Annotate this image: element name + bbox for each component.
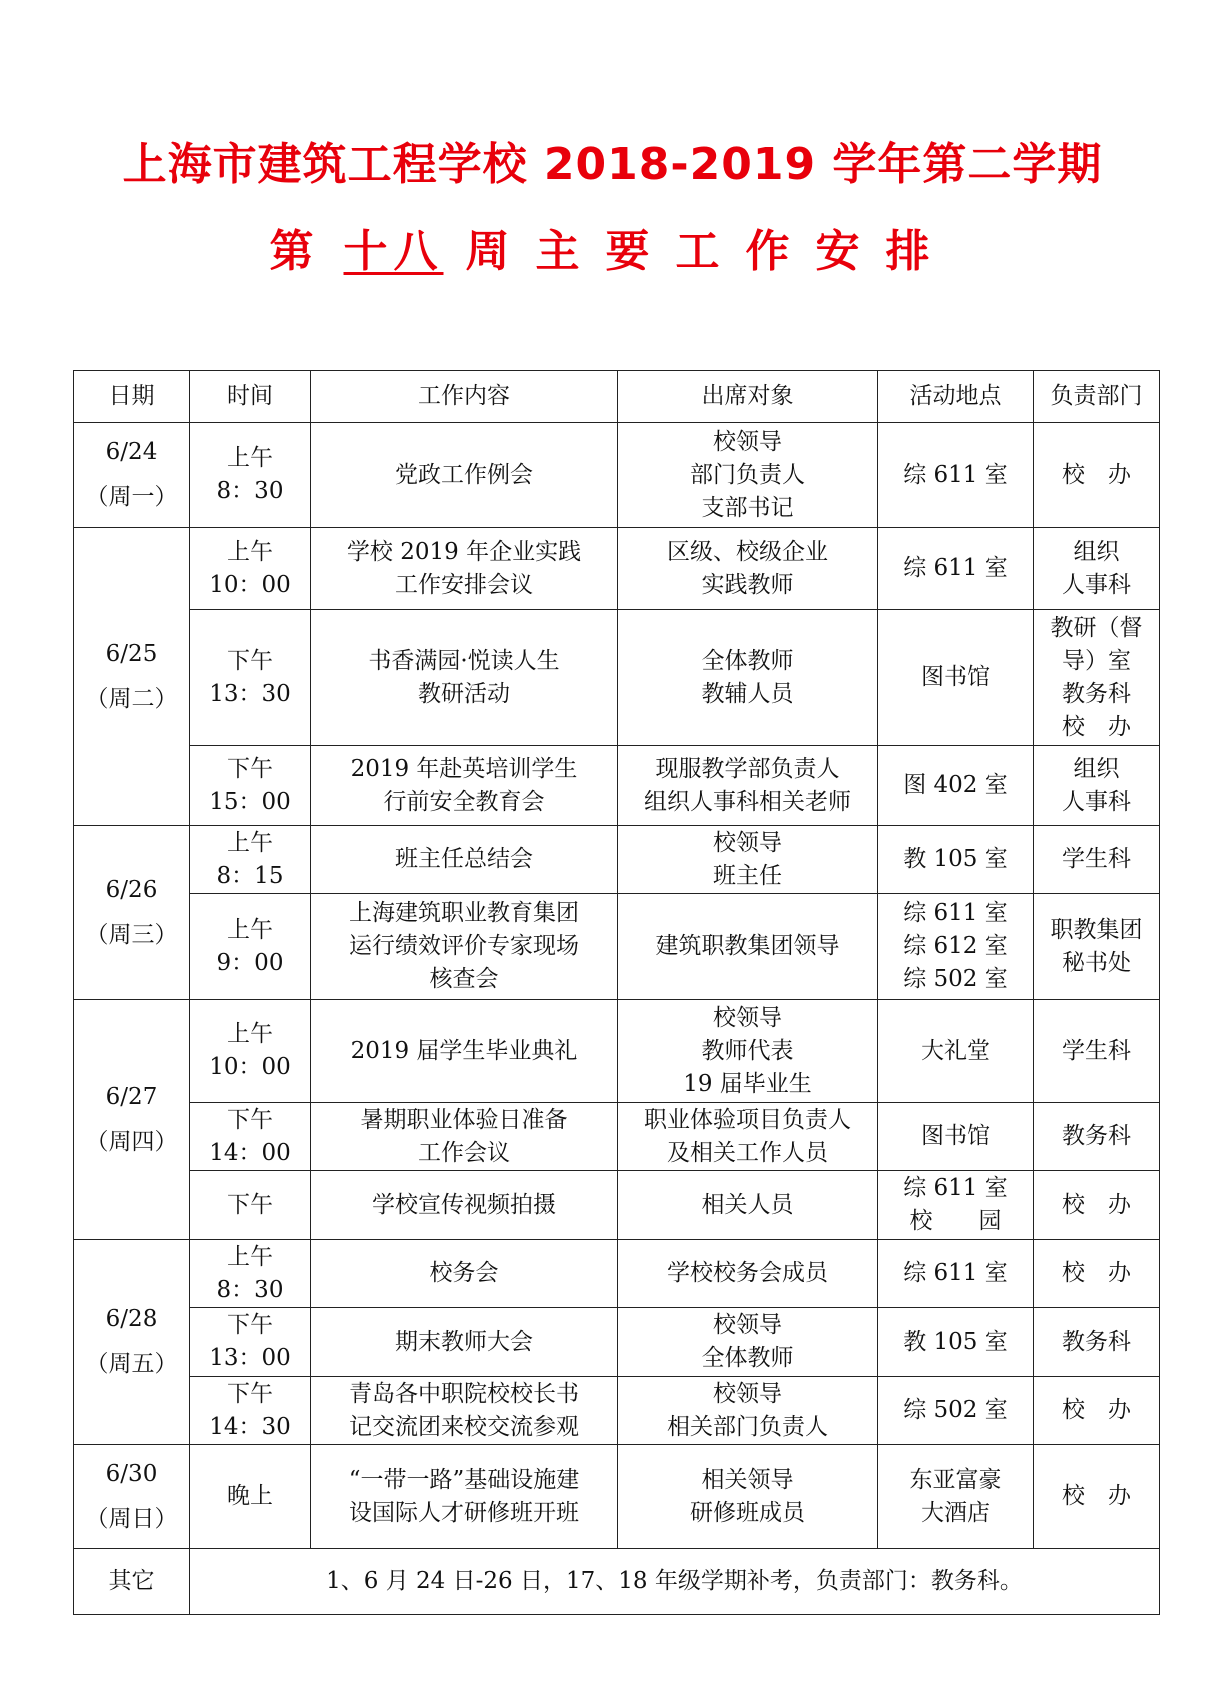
- attendees-cell-line: 部门负责人: [690, 461, 805, 488]
- content-cell-line: 设国际人才研修班开班: [349, 1499, 579, 1526]
- schedule-row: [74, 746, 1160, 826]
- dept-cell-line: 教务科: [1062, 1123, 1131, 1149]
- location-cell-line: 综 612 室: [903, 933, 1008, 959]
- title-line-2: [0, 224, 1225, 280]
- time-cell-line: 下午: [227, 1106, 273, 1133]
- content-cell: [311, 423, 618, 528]
- content-cell-line: 2019 年赴英培训学生: [350, 755, 578, 782]
- dept-cell-line: 人事科: [1062, 788, 1131, 815]
- title-suffix: 周主要工作安排: [465, 226, 956, 277]
- attendees-cell-line: 职业体验项目负责人: [644, 1106, 851, 1133]
- attendees-cell-line: 校领导: [713, 1004, 782, 1031]
- location-cell: [878, 746, 1034, 826]
- header-row: [74, 371, 1160, 423]
- header-date: 日期: [74, 371, 190, 423]
- content-cell-line: 书香满园·悦读人生: [368, 647, 560, 674]
- attendees-cell-line: 相关人员: [701, 1191, 794, 1218]
- location-cell-line: 综 611 室: [903, 555, 1008, 581]
- dept-cell: [1034, 1103, 1160, 1171]
- date-cell: [74, 423, 190, 528]
- time-cell-line: 上午: [227, 1243, 273, 1270]
- dept-cell-line: 组织: [1073, 755, 1120, 782]
- location-cell: [878, 1377, 1034, 1445]
- location-cell: [878, 1171, 1034, 1240]
- schedule-row: [74, 1308, 1160, 1377]
- schedule-row: [74, 1000, 1160, 1103]
- schedule-row: [74, 610, 1160, 746]
- dept-cell: [1034, 894, 1160, 1000]
- time-cell-line: 13：30: [209, 680, 291, 707]
- content-cell: [311, 1240, 618, 1308]
- attendees-cell: [618, 528, 878, 610]
- time-cell: [190, 423, 311, 528]
- content-cell-line: 工作安排会议: [395, 571, 533, 598]
- attendees-cell-line: 支部书记: [701, 494, 794, 521]
- location-cell-line: 综 611 室: [903, 1175, 1008, 1201]
- content-cell: [311, 894, 618, 1000]
- time-cell: [190, 746, 311, 826]
- location-cell-line: 图书馆: [921, 1123, 990, 1149]
- location-cell: [878, 1445, 1034, 1549]
- header-time: 时间: [190, 371, 311, 423]
- weekday: （周五）: [85, 1351, 178, 1377]
- content-cell-line: 暑期职业体验日准备: [360, 1106, 568, 1133]
- dept-cell-line: 职教集团: [1050, 916, 1143, 943]
- location-cell-line: 大礼堂: [921, 1037, 990, 1064]
- content-cell: [311, 528, 618, 610]
- attendees-cell: [618, 826, 878, 894]
- time-cell-line: 晚上: [227, 1483, 273, 1509]
- location-cell-line: 校 园: [909, 1208, 1002, 1234]
- dept-cell-line: 教务科: [1062, 1328, 1131, 1355]
- schedule-row: [74, 1377, 1160, 1445]
- location-cell-line: 综 611 室: [903, 900, 1008, 926]
- time-cell-line: 9：00: [216, 949, 284, 976]
- location-cell: [878, 826, 1034, 894]
- location-cell: [878, 1308, 1034, 1377]
- attendees-cell: [618, 1308, 878, 1377]
- date: 6/30: [105, 1460, 158, 1487]
- attendees-cell-line: 及相关工作人员: [667, 1139, 828, 1166]
- time-cell: [190, 1103, 311, 1171]
- content-cell: [311, 1171, 618, 1240]
- date-cell: [74, 826, 190, 1000]
- location-cell-line: 教 105 室: [903, 846, 1008, 872]
- location-cell: [878, 610, 1034, 746]
- time-cell: [190, 1308, 311, 1377]
- schedule-row: [74, 826, 1160, 894]
- content-cell-line: 上海建筑职业教育集团: [349, 900, 579, 926]
- dept-cell-line: 学生科: [1062, 846, 1131, 872]
- date: 6/24: [105, 439, 158, 465]
- schedule-row: [74, 1445, 1160, 1549]
- content-cell: [311, 1377, 618, 1445]
- other-text: 1、6 月 24 日-26 日，17、18 年级学期补考，负责部门：教务科。: [190, 1549, 1160, 1615]
- location-cell-line: 综 611 室: [903, 461, 1008, 488]
- dept-cell: [1034, 1445, 1160, 1549]
- content-cell-line: 期末教师大会: [395, 1328, 533, 1355]
- attendees-cell-line: 组织人事科相关老师: [644, 788, 851, 815]
- dept-cell: [1034, 1171, 1160, 1240]
- location-cell: [878, 528, 1034, 610]
- time-cell-line: 下午: [227, 647, 273, 674]
- content-cell-line: 教研活动: [418, 680, 510, 707]
- weekday: （周日）: [85, 1505, 178, 1532]
- dept-cell: [1034, 1240, 1160, 1308]
- attendees-cell-line: 19 届毕业生: [683, 1070, 812, 1097]
- dept-cell-line: 校 办: [1062, 1260, 1131, 1286]
- time-cell: [190, 1377, 311, 1445]
- attendees-cell: [618, 1445, 878, 1549]
- other-row: [74, 1549, 1160, 1615]
- time-cell-line: 8：15: [216, 862, 284, 889]
- time-cell-line: 上午: [227, 538, 273, 565]
- content-cell: [311, 826, 618, 894]
- weekday: （周二）: [85, 685, 178, 712]
- location-cell-line: 大酒店: [921, 1499, 990, 1526]
- attendees-cell-line: 教辅人员: [701, 680, 794, 707]
- schedule-body: [74, 371, 1160, 1615]
- dept-cell-line: 校 办: [1062, 1397, 1131, 1423]
- date-cell: [74, 1445, 190, 1549]
- time-cell-line: 8：30: [216, 478, 284, 504]
- attendees-cell-line: 相关部门负责人: [667, 1413, 828, 1440]
- attendees-cell-line: 校领导: [713, 829, 782, 856]
- date-cell: [74, 1240, 190, 1445]
- content-cell-line: 青岛各中职院校校长书: [349, 1380, 579, 1407]
- location-cell-line: 综 611 室: [903, 1260, 1008, 1286]
- header-content: 工作内容: [311, 371, 618, 423]
- attendees-cell-line: 建筑职教集团领导: [655, 933, 840, 959]
- time-cell-line: 下午: [227, 755, 273, 782]
- content-cell-line: 班主任总结会: [395, 846, 533, 872]
- location-cell-line: 教 105 室: [903, 1328, 1008, 1355]
- dept-cell-line: 组织: [1073, 538, 1120, 565]
- date: 6/28: [105, 1306, 158, 1332]
- content-cell-line: 校务会: [429, 1260, 499, 1286]
- attendees-cell: [618, 1240, 878, 1308]
- week-number: 十八: [343, 226, 444, 277]
- content-cell: [311, 746, 618, 826]
- dept-cell: [1034, 1377, 1160, 1445]
- content-cell-line: 学校 2019 年企业实践: [346, 538, 582, 565]
- location-cell-line: 东亚富豪: [909, 1466, 1002, 1493]
- dept-cell: [1034, 1000, 1160, 1103]
- time-cell-line: 下午: [227, 1380, 273, 1407]
- time-cell: [190, 894, 311, 1000]
- attendees-cell-line: 校领导: [713, 1380, 782, 1407]
- content-cell: [311, 1308, 618, 1377]
- dept-cell: [1034, 1308, 1160, 1377]
- attendees-cell: [618, 1377, 878, 1445]
- title-prefix: 第: [269, 226, 340, 277]
- date: 6/27: [105, 1083, 158, 1110]
- dept-cell-line: 校 办: [1062, 1483, 1131, 1509]
- time-cell-line: 上午: [227, 829, 273, 856]
- time-cell-line: 10：00: [209, 571, 291, 598]
- attendees-cell-line: 相关领导: [701, 1466, 794, 1493]
- dept-cell-line: 校 办: [1062, 1191, 1131, 1218]
- schedule-row: [74, 894, 1160, 1000]
- attendees-cell: [618, 746, 878, 826]
- attendees-cell: [618, 1171, 878, 1240]
- attendees-cell-line: 研修班成员: [690, 1499, 805, 1526]
- date: 6/25: [105, 640, 158, 667]
- location-cell-line: 综 502 室: [903, 1397, 1008, 1423]
- schedule-row: [74, 528, 1160, 610]
- content-cell-line: 运行绩效评价专家现场: [349, 933, 579, 959]
- dept-cell-line: 导）室: [1062, 647, 1131, 674]
- time-cell: [190, 1240, 311, 1308]
- schedule-table: [73, 370, 1160, 1615]
- dept-cell-line: 学生科: [1062, 1037, 1131, 1064]
- location-cell-line: 图 402 室: [903, 772, 1008, 798]
- location-cell: [878, 1103, 1034, 1171]
- time-cell-line: 上午: [227, 1021, 273, 1047]
- location-cell: [878, 894, 1034, 1000]
- schedule-row: [74, 1103, 1160, 1171]
- date-cell: [74, 1000, 190, 1240]
- content-cell-line: 党政工作例会: [395, 461, 533, 488]
- time-cell: [190, 528, 311, 610]
- dept-cell: [1034, 610, 1160, 746]
- dept-cell: [1034, 826, 1160, 894]
- time-cell: [190, 610, 311, 746]
- weekday: （周三）: [85, 921, 178, 948]
- dept-cell-line: 秘书处: [1062, 949, 1131, 976]
- attendees-cell-line: 实践教师: [701, 571, 794, 598]
- attendees-cell-line: 学校校务会成员: [667, 1260, 828, 1286]
- time-cell-line: 13：00: [209, 1345, 291, 1371]
- time-cell-line: 下午: [227, 1312, 273, 1338]
- dept-cell-line: 人事科: [1062, 571, 1131, 598]
- schedule-row: [74, 423, 1160, 528]
- attendees-cell-line: 区级、校级企业: [667, 538, 828, 565]
- weekday: （周一）: [85, 484, 178, 510]
- title-line-1: 上海市建筑工程学校 2018-2019 学年第二学期: [122, 139, 1103, 190]
- content-cell-line: 学校宣传视频拍摄: [372, 1191, 556, 1218]
- location-cell-line: 图书馆: [921, 664, 990, 690]
- time-cell-line: 上午: [227, 916, 273, 943]
- other-label: 其它: [74, 1549, 190, 1615]
- attendees-cell: [618, 423, 878, 528]
- date: 6/26: [105, 876, 158, 903]
- schedule-row: [74, 1240, 1160, 1308]
- attendees-cell-line: 班主任: [713, 862, 782, 889]
- attendees-cell-line: 现服教学部负责人: [655, 755, 840, 782]
- time-cell-line: 15：00: [209, 788, 291, 815]
- location-cell: [878, 1240, 1034, 1308]
- dept-cell-line: 教研（督: [1050, 614, 1143, 641]
- time-cell: [190, 1445, 311, 1549]
- content-cell: [311, 1000, 618, 1103]
- weekday: （周四）: [85, 1128, 178, 1155]
- dept-cell: [1034, 746, 1160, 826]
- time-cell: [190, 1000, 311, 1103]
- dept-cell-line: 校 办: [1062, 713, 1131, 740]
- dept-cell-line: 校 办: [1062, 461, 1131, 488]
- content-cell-line: 核查会: [429, 966, 499, 992]
- time-cell-line: 14：00: [209, 1139, 291, 1166]
- attendees-cell-line: 全体教师: [701, 647, 794, 674]
- dept-cell: [1034, 528, 1160, 610]
- attendees-cell-line: 校领导: [713, 1312, 782, 1338]
- header-attendees: 出席对象: [618, 371, 878, 423]
- attendees-cell: [618, 610, 878, 746]
- content-cell-line: “一带一路”基础设施建: [348, 1466, 580, 1493]
- content-cell-line: 行前安全教育会: [383, 788, 545, 815]
- time-cell-line: 14：30: [209, 1413, 291, 1440]
- dept-cell: [1034, 423, 1160, 528]
- header-location: 活动地点: [878, 371, 1034, 423]
- schedule-row: [74, 1171, 1160, 1240]
- attendees-cell-line: 全体教师: [701, 1345, 794, 1371]
- location-cell-line: 综 502 室: [903, 966, 1008, 992]
- header-dept: 负责部门: [1034, 371, 1160, 423]
- date-cell: [74, 528, 190, 826]
- attendees-cell: [618, 1000, 878, 1103]
- content-cell-line: 工作会议: [418, 1139, 510, 1166]
- location-cell: [878, 423, 1034, 528]
- time-cell-line: 8：30: [216, 1276, 284, 1303]
- dept-cell-line: 教务科: [1062, 680, 1131, 707]
- attendees-cell: [618, 894, 878, 1000]
- attendees-cell: [618, 1103, 878, 1171]
- time-cell: [190, 1171, 311, 1240]
- attendees-cell-line: 教师代表: [701, 1037, 794, 1064]
- content-cell: [311, 1445, 618, 1549]
- content-cell: [311, 1103, 618, 1171]
- time-cell-line: 下午: [227, 1191, 273, 1218]
- content-cell: [311, 610, 618, 746]
- time-cell: [190, 826, 311, 894]
- content-cell-line: 2019 届学生毕业典礼: [350, 1037, 578, 1064]
- content-cell-line: 记交流团来校交流参观: [349, 1413, 579, 1440]
- time-cell-line: 10：00: [209, 1054, 291, 1080]
- time-cell-line: 上午: [227, 445, 273, 471]
- attendees-cell-line: 校领导: [713, 428, 782, 455]
- location-cell: [878, 1000, 1034, 1103]
